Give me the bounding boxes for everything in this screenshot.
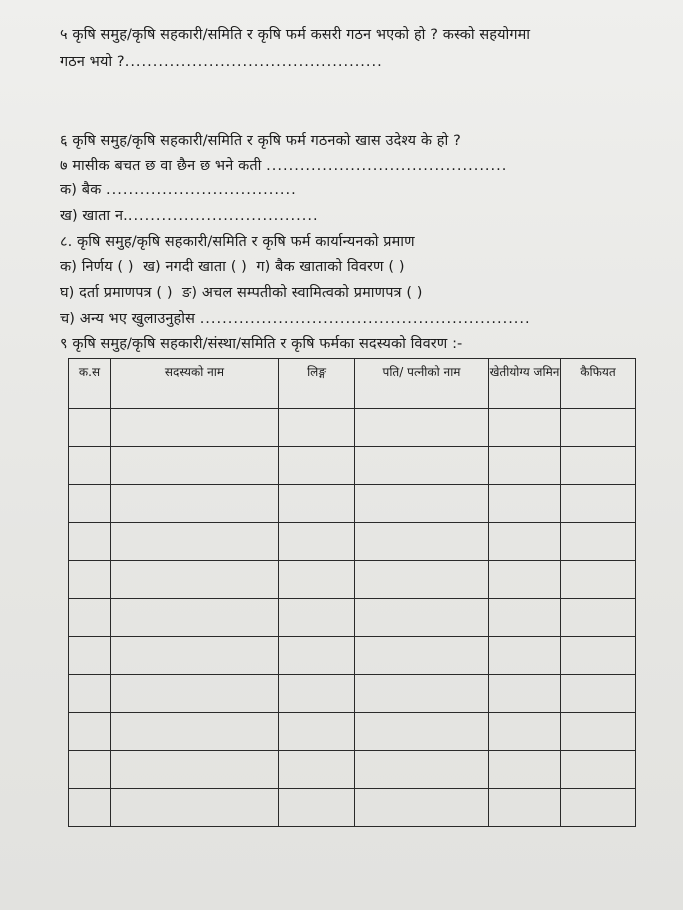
- table-cell[interactable]: [279, 789, 355, 827]
- header-serial-number: क.स: [69, 359, 111, 409]
- table-cell[interactable]: [111, 713, 279, 751]
- table-cell[interactable]: [355, 599, 489, 637]
- bank-blank[interactable]: ..................................: [106, 182, 297, 198]
- table-cell[interactable]: [355, 789, 489, 827]
- table-cell[interactable]: [355, 523, 489, 561]
- question-5-text-cont: गठन भयो ?: [60, 54, 125, 70]
- table-cell[interactable]: [355, 409, 489, 447]
- table-cell[interactable]: [355, 713, 489, 751]
- table-cell[interactable]: [489, 637, 561, 675]
- table-cell[interactable]: [69, 713, 111, 751]
- table-cell[interactable]: [69, 485, 111, 523]
- header-remarks: कैफियत: [561, 359, 636, 409]
- table-cell[interactable]: [279, 561, 355, 599]
- question-6-text: ६ कृषि समुह/कृषि सहकारी/समिति र कृषि फर्म गठनको खास उदेश्य के हो ?: [60, 133, 461, 149]
- table-cell[interactable]: [111, 409, 279, 447]
- table-cell[interactable]: [279, 637, 355, 675]
- question-8: [60, 231, 415, 251]
- table-cell[interactable]: [279, 409, 355, 447]
- table-cell[interactable]: [111, 599, 279, 637]
- table-cell[interactable]: [561, 789, 636, 827]
- table-cell[interactable]: [489, 409, 561, 447]
- option-property-ownership-certificate[interactable]: ङ) अचल सम्पतीको स्वामित्वको प्रमाणपत्र ( ): [182, 285, 423, 301]
- option-decision[interactable]: क) निर्णय ( ): [60, 259, 134, 275]
- table-row: [69, 789, 636, 827]
- table-cell[interactable]: [561, 485, 636, 523]
- table-cell[interactable]: [489, 447, 561, 485]
- table-cell[interactable]: [111, 485, 279, 523]
- table-cell[interactable]: [561, 713, 636, 751]
- table-cell[interactable]: [561, 599, 636, 637]
- table-cell[interactable]: [279, 713, 355, 751]
- table-body: [69, 409, 636, 827]
- table-cell[interactable]: [69, 789, 111, 827]
- account-blank[interactable]: ..................................: [127, 208, 319, 224]
- table-row: [69, 675, 636, 713]
- table-row: [69, 523, 636, 561]
- answer-blank-5[interactable]: ..............................................: [124, 54, 383, 70]
- header-member-name: सदस्यको नाम: [111, 359, 279, 409]
- table-cell[interactable]: [111, 675, 279, 713]
- table-cell[interactable]: [355, 675, 489, 713]
- table-cell[interactable]: [355, 637, 489, 675]
- question-7-account: [60, 205, 319, 225]
- question-7-bank: [60, 179, 297, 199]
- option-bank-statement[interactable]: ग) बैक खाताको विवरण ( ): [256, 259, 405, 275]
- table-cell[interactable]: [279, 523, 355, 561]
- table-cell[interactable]: [69, 409, 111, 447]
- table-row: [69, 637, 636, 675]
- table-cell[interactable]: [69, 675, 111, 713]
- table-cell[interactable]: [489, 599, 561, 637]
- question-8-other: [60, 308, 531, 328]
- table-cell[interactable]: [561, 523, 636, 561]
- table-cell[interactable]: [489, 713, 561, 751]
- question-5-line-1: [60, 24, 530, 44]
- table-cell[interactable]: [489, 523, 561, 561]
- question-9: [60, 333, 462, 353]
- table-row: [69, 447, 636, 485]
- table-cell[interactable]: [489, 789, 561, 827]
- question-7: [60, 155, 507, 175]
- table-cell[interactable]: [489, 485, 561, 523]
- table-row: [69, 599, 636, 637]
- table-cell[interactable]: [279, 447, 355, 485]
- table-cell[interactable]: [279, 485, 355, 523]
- table-cell[interactable]: [561, 637, 636, 675]
- table-row: [69, 561, 636, 599]
- other-blank[interactable]: ...........................................................: [199, 311, 531, 327]
- table-header-row: [69, 359, 636, 409]
- table-cell[interactable]: [489, 751, 561, 789]
- question-6: [60, 130, 461, 150]
- option-cash-account[interactable]: ख) नगदी खाता ( ): [143, 259, 247, 275]
- table-cell[interactable]: [279, 675, 355, 713]
- table-cell[interactable]: [561, 561, 636, 599]
- option-registration-certificate[interactable]: घ) दर्ता प्रमाणपत्र ( ): [60, 285, 173, 301]
- table-cell[interactable]: [561, 751, 636, 789]
- table-cell[interactable]: [69, 561, 111, 599]
- header-gender: लिङ्ग: [279, 359, 355, 409]
- header-spouse-name: पति/ पत्नीको नाम: [355, 359, 489, 409]
- table-cell[interactable]: [111, 751, 279, 789]
- table-cell[interactable]: [561, 447, 636, 485]
- question-7-text: ७ मासीक बचत छ वा छैन छ भने कती: [60, 158, 262, 174]
- table-cell[interactable]: [355, 485, 489, 523]
- table-cell[interactable]: [279, 599, 355, 637]
- table-row: [69, 485, 636, 523]
- question-8-text: ८. कृषि समुह/कृषि सहकारी/समिति र कृषि फर्म कार्यान्यनको प्रमाण: [60, 234, 415, 250]
- table-cell[interactable]: [69, 637, 111, 675]
- table-cell[interactable]: [69, 751, 111, 789]
- answer-blank-7[interactable]: ...........................................: [266, 158, 508, 174]
- table-row: [69, 751, 636, 789]
- table-cell[interactable]: [355, 561, 489, 599]
- table-cell[interactable]: [355, 751, 489, 789]
- question-5-line-2: [60, 51, 383, 71]
- member-details-table: [68, 358, 636, 827]
- question-8-options-row-1: [60, 256, 405, 276]
- table-cell[interactable]: [111, 523, 279, 561]
- question-8-options-row-2: [60, 282, 423, 302]
- table-cell[interactable]: [279, 751, 355, 789]
- table-cell[interactable]: [69, 599, 111, 637]
- table-cell[interactable]: [489, 561, 561, 599]
- table-cell[interactable]: [69, 447, 111, 485]
- table-cell[interactable]: [111, 561, 279, 599]
- bank-label: क) बैक: [60, 182, 102, 198]
- table-cell[interactable]: [111, 637, 279, 675]
- table-cell[interactable]: [355, 447, 489, 485]
- table-cell[interactable]: [489, 675, 561, 713]
- table-cell[interactable]: [69, 523, 111, 561]
- table-cell[interactable]: [561, 675, 636, 713]
- table-cell[interactable]: [111, 447, 279, 485]
- header-cultivable-land: खेतीयोग्य जमिन: [489, 359, 561, 409]
- option-other-label: च) अन्य भए खुलाउनुहोस: [60, 311, 195, 327]
- table-row: [69, 713, 636, 751]
- account-label: ख) खाता न.: [60, 208, 128, 224]
- question-5-text: ५ कृषि समुह/कृषि सहकारी/समिति र कृषि फर्म कसरी गठन भएको हो ? कस्को सहयोगमा: [60, 27, 531, 43]
- table-cell[interactable]: [111, 789, 279, 827]
- table-cell[interactable]: [561, 409, 636, 447]
- table-row: [69, 409, 636, 447]
- question-9-text: ९ कृषि समुह/कृषि सहकारी/संस्था/समिति र कृषि फर्मका सदस्यको विवरण :-: [60, 336, 463, 352]
